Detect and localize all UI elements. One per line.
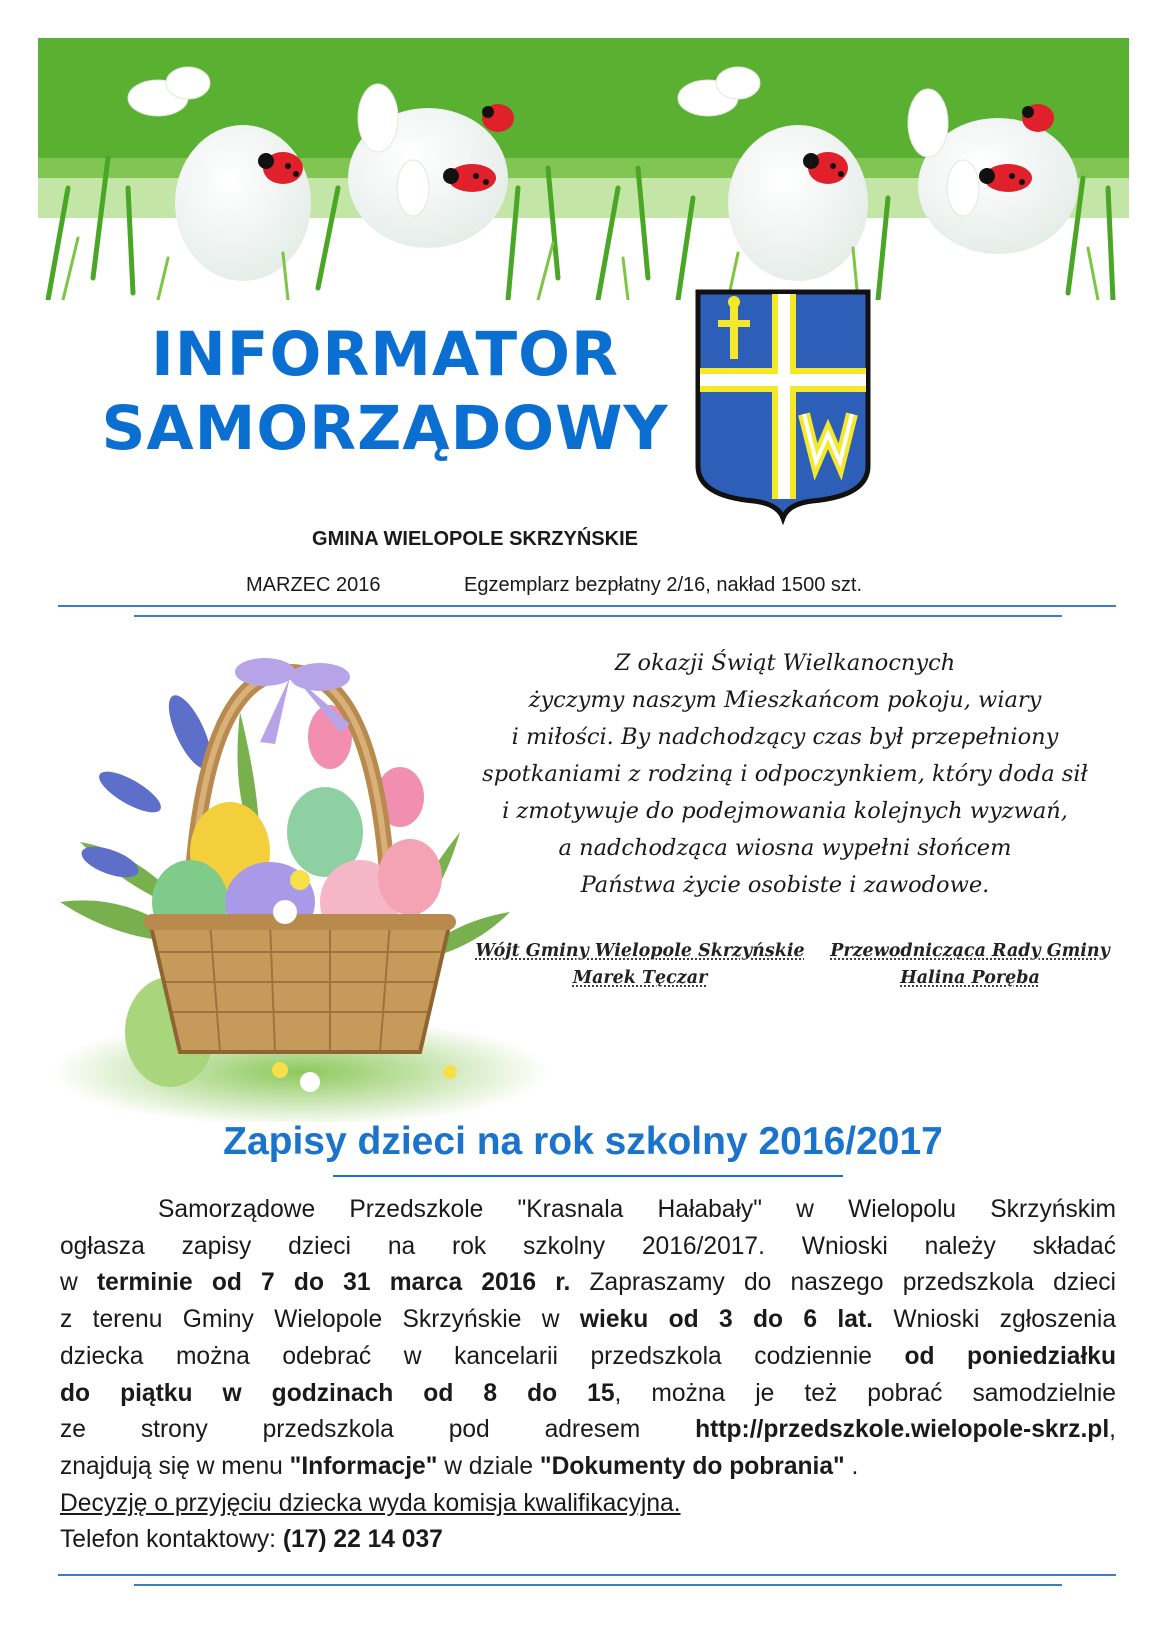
body-line xyxy=(60,1192,1116,1229)
coat-of-arms-icon xyxy=(692,286,874,526)
greeting-line: i miłości. By nadchodzący czas był przepełniony xyxy=(511,724,1059,750)
title-line-2: SAMORZĄDOWY xyxy=(101,393,669,464)
title-line-1: INFORMATOR xyxy=(151,319,619,390)
greeting-line: Państwa życie osobiste i zawodowe. xyxy=(580,872,990,898)
body-line xyxy=(60,1412,1116,1449)
body-text: znajdują się w menu xyxy=(60,1452,290,1480)
signature-mayor xyxy=(465,938,815,992)
signature-role: Przewodnicząca Rady Gminy xyxy=(830,941,1110,961)
body-text: ogłasza zapisy dzieci na rok szkolny 2016/2017. Wnioski należy składać xyxy=(60,1232,1116,1260)
signature-name: Marek Tęczar xyxy=(572,968,708,988)
easter-greeting xyxy=(455,645,1115,904)
phone-number: (17) 22 14 037 xyxy=(282,1526,443,1554)
signature-role: Wójt Gminy Wielopole Skrzyńskie xyxy=(475,941,805,961)
body-line xyxy=(60,1376,1116,1413)
admission-note: Decyzję o przyjęciu dziecka wyda komisja kwalifikacyjna. xyxy=(60,1489,681,1517)
signature-name: Halina Poręba xyxy=(900,968,1040,988)
body-line xyxy=(60,1302,1116,1339)
divider-top-short xyxy=(134,615,1062,617)
article-title-underline xyxy=(333,1175,843,1177)
issue-date: MARZEC 2016 xyxy=(246,574,381,596)
greeting-line: a nadchodząca wiosna wypełni słońcem xyxy=(558,835,1012,861)
body-line xyxy=(60,1522,1116,1559)
body-text: dziecka można odebrać w kancelarii przedszkola codziennie xyxy=(60,1342,905,1370)
greeting-line: i zmotywuje do podejmowania kolejnych wyzwań, xyxy=(502,798,1068,824)
body-text: , można je też pobrać samodzielnie xyxy=(614,1379,1116,1407)
phone-label: Telefon kontaktowy: xyxy=(60,1526,283,1554)
divider-bottom-short xyxy=(134,1584,1062,1586)
body-text: w dziale xyxy=(437,1452,540,1480)
office-hours: do piątku w godzinach od 8 do 15 xyxy=(60,1379,615,1407)
age-range: wieku od 3 do 6 lat. xyxy=(579,1306,873,1334)
issue-info: Egzemplarz bezpłatny 2/16, nakład 1500 szt. xyxy=(464,574,863,596)
article-title: Zapisy dzieci na rok szkolny 2016/2017 xyxy=(223,1120,943,1163)
easter-grass-banner xyxy=(38,38,1129,300)
body-text: Samorządowe Przedszkole "Krasnala Hałabały" w Wielopolu Skrzyńskim xyxy=(158,1196,1116,1223)
body-text: , xyxy=(1109,1416,1116,1444)
body-line xyxy=(60,1229,1116,1266)
divider-bottom-long xyxy=(58,1574,1116,1576)
body-text: w xyxy=(60,1269,97,1297)
section-name: "Dokumenty do pobrania" xyxy=(539,1452,845,1480)
menu-name: "Informacje" xyxy=(289,1452,438,1480)
greeting-line: spotkaniami z rodziną i odpoczynkiem, który doda sił xyxy=(482,761,1088,787)
kindergarten-url-link[interactable]: http://przedszkole.wielopole-skrz.pl xyxy=(695,1416,1110,1444)
greeting-line: Z okazji Świąt Wielkanocnych xyxy=(614,650,956,676)
body-text: z terenu Gminy Wielopole Skrzyńskie w xyxy=(60,1306,580,1334)
body-line xyxy=(60,1339,1116,1376)
newsletter-title xyxy=(60,318,710,466)
body-text: Zapraszamy do naszego przedszkola dzieci xyxy=(570,1269,1117,1297)
greeting-line: życzymy naszym Mieszkańcom pokoju, wiary xyxy=(528,687,1042,713)
article-body xyxy=(60,1192,1116,1559)
divider-top-long xyxy=(58,605,1116,607)
body-text: . xyxy=(844,1452,859,1480)
body-text: ze strony przedszkola pod adresem xyxy=(60,1416,696,1444)
municipality-name: GMINA WIELOPOLE SKRZYŃSKIE xyxy=(312,528,638,550)
enrollment-period: terminie od 7 do 31 marca 2016 r. xyxy=(96,1269,571,1297)
office-days: od poniedziałku xyxy=(904,1342,1116,1370)
body-text: Wnioski zgłoszenia xyxy=(872,1306,1116,1334)
body-line xyxy=(60,1265,1116,1302)
body-line xyxy=(60,1449,1116,1486)
body-line xyxy=(60,1486,1116,1523)
signature-council-chair xyxy=(815,938,1125,992)
